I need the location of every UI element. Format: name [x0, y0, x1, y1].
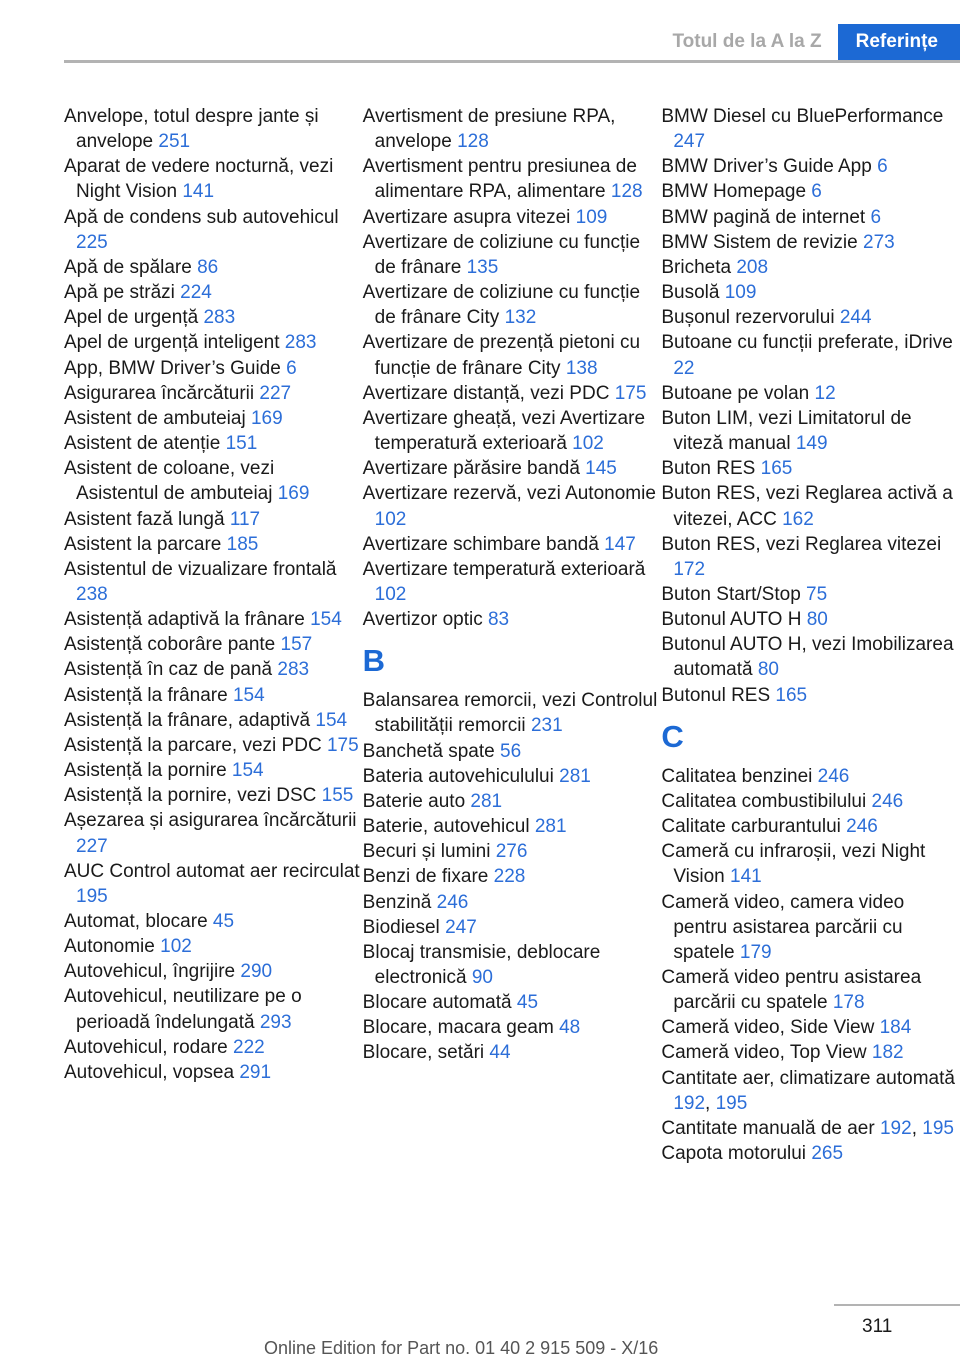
page-reference-link[interactable]: 225 [76, 231, 108, 253]
index-entry-term: Apel de urgență inteligent [64, 332, 285, 354]
page-reference-link[interactable]: 247 [673, 131, 706, 153]
index-entry [661, 330, 958, 380]
index-entry-term: Becuri și lumini [362, 841, 496, 863]
page-reference-link[interactable]: 290 [240, 961, 273, 983]
index-entry [64, 431, 361, 456]
page-reference-link[interactable]: 149 [795, 433, 828, 455]
index-entry-term: Cameră video pentru asistarea parcării cu spatele [661, 967, 922, 1014]
index-entry-term: Asistent la parcare [64, 533, 227, 555]
index-entry [661, 406, 958, 456]
index-entry-term: Avertizare de coliziune cu funcție de frânare City [362, 282, 641, 329]
page-reference-link[interactable]: 86 [197, 256, 219, 278]
index-entry [64, 808, 361, 858]
index-entry [64, 683, 361, 708]
page-reference-link[interactable]: 154 [315, 709, 348, 731]
index-entry [64, 783, 361, 808]
index-entry-term: Calitatea benzinei [661, 765, 818, 787]
index-entry-term: Bricheta [661, 256, 737, 278]
page-reference-link[interactable]: 109 [575, 206, 608, 228]
page-reference-link[interactable]: 80 [757, 659, 779, 681]
page-reference-link[interactable]: 135 [466, 256, 499, 278]
index-entry [363, 814, 660, 839]
index-entry [363, 864, 660, 889]
index-entry-term: Apă pe străzi [64, 282, 181, 304]
page-reference-link[interactable]: 151 [225, 433, 258, 455]
index-entry-term: Banchetă spate [362, 740, 500, 762]
index-entry [363, 280, 660, 330]
index-entry [363, 557, 660, 607]
index-entry [64, 984, 361, 1034]
index-entry [64, 607, 361, 632]
index-entry-term: Autovehicul, rodare [64, 1036, 233, 1058]
edition-note: Online Edition for Part no. 01 40 2 915 509 - X/16 [264, 1338, 659, 1358]
index-entry [64, 532, 361, 557]
index-entry [363, 915, 660, 940]
index-entry-term: Buton Start/Stop [661, 583, 807, 605]
page-reference-link[interactable]: 169 [277, 483, 310, 505]
index-entry [661, 532, 958, 582]
page-reference-link[interactable]: 227 [76, 835, 108, 857]
index-entry [661, 104, 958, 154]
page-reference-link[interactable]: 102 [374, 583, 407, 605]
index-entry-term: Apă de spălare [64, 256, 198, 278]
index-entry-term: Autovehicul, vopsea [64, 1061, 240, 1083]
page-reference-link[interactable]: 154 [231, 760, 264, 782]
index-entry [363, 330, 660, 380]
index-entry [64, 255, 361, 280]
page-reference-link[interactable]: 169 [250, 407, 283, 429]
footer-rule [834, 1304, 960, 1306]
page-reference-link[interactable]: 283 [203, 307, 236, 329]
page-reference-link[interactable]: 157 [280, 634, 313, 656]
page-reference-link[interactable]: 283 [284, 332, 317, 354]
page-reference-link[interactable]: 155 [321, 785, 354, 807]
index-entry [363, 406, 660, 456]
index-entry [363, 456, 660, 481]
page-reference-link[interactable]: 178 [832, 992, 865, 1014]
index-entry-term: Așezarea și asigurarea încărcăturii [64, 810, 357, 832]
page-reference-link[interactable]: 138 [565, 357, 598, 379]
page-reference-link[interactable]: 175 [326, 734, 359, 756]
page-reference-link[interactable]: 195 [76, 885, 108, 907]
index-entry-term: Benzi de fixare [362, 866, 494, 888]
index-entry-term: Asistent de coloane, vezi Asistentul de ambuteiaj [64, 458, 278, 505]
index-entry [64, 632, 361, 657]
index-entry [363, 839, 660, 864]
page-reference-link[interactable]: 154 [310, 609, 342, 631]
index-entry-term: Baterie auto [362, 790, 471, 812]
active-section-tab: Referințe [838, 24, 960, 60]
page-reference-link[interactable]: 102 [572, 433, 604, 455]
index-entry [661, 632, 958, 682]
index-entry [363, 205, 660, 230]
index-column-2 [363, 104, 662, 1166]
index-entry-term: AUC Control automat aer recirculat [64, 860, 360, 882]
index-entry [661, 179, 958, 204]
page-reference-link[interactable]: 281 [470, 790, 503, 812]
index-entry-term: Avertisment pentru presiunea de alimentare RPA, alimentare [362, 156, 637, 203]
index-entry [64, 507, 361, 532]
index-entry-term: Butonul AUTO H [661, 609, 807, 631]
index-entry-term: Butonul RES [661, 684, 776, 706]
index-entry [363, 688, 660, 738]
index-entry-term: Bușonul rezervorului [661, 307, 840, 329]
index-entry-term: Blocare automată [362, 992, 517, 1014]
index-entry [661, 255, 958, 280]
index-entry-term: Cameră video, camera video pentru asistarea parcării cu spatele [661, 891, 905, 963]
index-entry-term: Asistent fază lungă [64, 508, 230, 530]
page-reference-link[interactable]: 48 [559, 1017, 581, 1039]
index-entry [363, 940, 660, 990]
index-entry-term: Automat, blocare [64, 911, 213, 932]
page-reference-link[interactable]: 195 [715, 1092, 748, 1114]
page-reference-link[interactable]: 165 [760, 458, 793, 480]
index-entry [64, 305, 361, 330]
index-entry [64, 205, 361, 255]
index-entry-term: Buton RES, vezi Reglarea activă a vitezei, ACC [661, 483, 953, 530]
index-entry-term: Asistență la frânare [64, 684, 233, 706]
page-reference-link[interactable]: 231 [530, 715, 563, 737]
index-entry-term: Anvelope, totul despre jante și anvelope [64, 106, 319, 153]
index-entry-term: Capota motorului [661, 1143, 812, 1165]
page-reference-link[interactable]: 281 [559, 765, 591, 787]
index-entry-term: Autovehicul, neutilizare pe o perioadă îndelungată [64, 986, 302, 1033]
index-entry-term: Butonul AUTO H, vezi Imobilizarea automată [661, 634, 954, 681]
page-reference-link[interactable]: 251 [158, 131, 191, 153]
index-entry [363, 890, 660, 915]
page-reference-link[interactable]: 147 [604, 533, 636, 555]
index-entry [64, 456, 361, 506]
index-entry-term: Asistență la pornire [64, 760, 232, 782]
index-entry [64, 758, 361, 783]
index-entry [64, 859, 361, 909]
index-entry-term: Avertizare părăsire bandă [362, 458, 586, 480]
index-entry-term: Asistență în caz de pană [64, 659, 278, 681]
index-entry [64, 733, 361, 758]
page-reference-link[interactable]: 6 [811, 181, 822, 203]
index-entry-term: Asistent de ambuteiaj [64, 407, 251, 429]
index-entry [661, 154, 958, 179]
index-entry [661, 481, 958, 531]
index-entry [64, 330, 361, 355]
index-entry [64, 934, 361, 959]
index-entry [661, 683, 958, 708]
page-reference-link[interactable]: 224 [180, 282, 212, 304]
index-entry [64, 280, 361, 305]
index-entry [661, 205, 958, 230]
index-entry-term: Autonomie [64, 936, 161, 958]
index-entry [64, 657, 361, 682]
index-entry [661, 582, 958, 607]
index-letter-heading: B [362, 643, 386, 679]
index-entry-term: Asistență adaptivă la frânare [64, 609, 311, 631]
index-entry-term: Avertizare de prezență pietoni cu funcție de frânare City [362, 332, 641, 379]
page-reference-link[interactable]: 246 [817, 765, 850, 787]
index-entry-term: Bateria autovehiculului [362, 765, 560, 787]
page-reference-link[interactable]: 75 [806, 583, 828, 605]
index-entry-term: Avertizare schimbare bandă [362, 533, 605, 555]
page-reference-link[interactable]: 182 [871, 1042, 904, 1064]
index-entry-term: Aparat de vedere nocturnă, vezi Night Vision [64, 156, 334, 203]
page-reference-link[interactable]: 276 [495, 841, 528, 863]
index-entry [661, 814, 958, 839]
page-reference-link[interactable]: 281 [534, 816, 567, 838]
index-entry-term: Cameră cu infraroșii, vezi Night Vision [661, 841, 926, 888]
index-entry-term: Avertizare gheață, vezi Avertizare temperatură exterioară [362, 407, 646, 455]
index-entry-term: Asigurarea încărcăturii [64, 382, 260, 404]
index-entry-term: Avertizare rezervă, vezi Autonomie [362, 483, 656, 505]
index-entry-term: Blocare, setări [362, 1042, 490, 1064]
page-reference-link[interactable]: 246 [436, 891, 469, 913]
index-entry [64, 708, 361, 733]
index-entry-term: Butoane cu funcții preferate, iDrive [661, 332, 953, 354]
header-rule [64, 60, 960, 63]
page-reference-link[interactable]: 44 [489, 1042, 511, 1064]
index-entry-term: Balansarea remorcii, vezi Controlul stabilității remorcii [362, 690, 658, 737]
index-entry [661, 890, 958, 965]
index-entry-term: Cameră video, Top View [661, 1042, 872, 1064]
index-entry [64, 154, 361, 204]
index-entry-term: Asistent de atenție [64, 433, 226, 455]
page-reference-link[interactable]: 246 [846, 816, 878, 838]
index-entry [661, 1015, 958, 1040]
page-reference-link[interactable]: 6 [286, 357, 297, 379]
index-entry [363, 230, 660, 280]
index-entry [64, 104, 361, 154]
header-tabs [656, 24, 960, 60]
page-reference-link[interactable]: 141 [182, 181, 215, 203]
index-entry-term: Apel de urgență [64, 307, 204, 329]
index-entry-term: Avertizare temperatură exterioară [362, 558, 646, 580]
page-reference-link[interactable]: 45 [516, 992, 539, 1014]
page-reference-link[interactable]: 247 [445, 916, 477, 938]
index-entry [64, 1060, 361, 1085]
page-reference-link[interactable]: 12 [814, 382, 836, 404]
index-entry-term: BMW Sistem de revizie [661, 231, 863, 253]
index-entry [363, 381, 660, 406]
index-entry-term: Avertizare asupra vitezei [362, 206, 576, 228]
page-reference-link[interactable]: 283 [277, 659, 310, 681]
index-entry-term: Calitatea combustibilului [661, 790, 872, 812]
page-reference-link[interactable]: 145 [585, 458, 617, 480]
index-entry [661, 1040, 958, 1065]
page-reference-link[interactable]: 246 [871, 790, 904, 812]
page-reference-link[interactable]: 109 [724, 282, 757, 304]
index-entry [64, 406, 361, 431]
page-reference-link[interactable]: 195 [922, 1117, 954, 1139]
index-entry-term: Asistență coborâre pante [64, 634, 281, 656]
index-column-3 [661, 104, 960, 1166]
index-entry [363, 154, 660, 204]
index-entry-term: Asistență la parcare, vezi PDC [64, 734, 327, 756]
index-entry [363, 1015, 660, 1040]
index-entry [661, 965, 958, 1015]
page-reference-link[interactable]: 227 [259, 382, 292, 404]
index-entry [661, 230, 958, 255]
index-entry [363, 990, 660, 1015]
index-entry-term: Biodiesel [362, 916, 446, 938]
page-reference-link[interactable]: 117 [229, 508, 261, 530]
index-entry [363, 607, 660, 632]
index-entry-term: Buton RES, vezi Reglarea vitezei [661, 533, 942, 555]
index-entry [363, 481, 660, 531]
section-tab: Totul de la A la Z [672, 31, 822, 52]
index-entry-term: Butoane pe volan [661, 382, 815, 404]
index-entry [64, 909, 361, 934]
page-reference-link[interactable]: 238 [76, 583, 108, 605]
index-entry [661, 305, 958, 330]
page-reference-link[interactable]: 273 [863, 231, 895, 253]
index-entry-term: Baterie, autovehicul [362, 816, 535, 838]
index-entry [64, 381, 361, 406]
index-entry [661, 607, 958, 632]
index-entry [363, 764, 660, 789]
index-entry [661, 1141, 958, 1166]
page-reference-link[interactable]: 265 [811, 1143, 844, 1165]
page-reference-link[interactable]: 172 [673, 558, 706, 580]
index-entry-term: Asistență la pornire, vezi DSC [64, 785, 322, 807]
page-reference-link[interactable]: 6 [877, 156, 888, 178]
index-entry-term: Apă de condens sub autovehicul [64, 206, 339, 228]
index-entry-term: Cantitate manuală de aer [661, 1117, 880, 1139]
index-entry-term: BMW Driver’s Guide App [661, 156, 878, 178]
page-reference-link[interactable]: 228 [493, 866, 526, 888]
page-reference-link[interactable]: 175 [614, 382, 647, 404]
index-entry-term: Autovehicul, îngrijire [64, 961, 241, 983]
page-reference-link[interactable]: 6 [870, 206, 882, 228]
page-reference-link[interactable]: 154 [232, 684, 265, 706]
index-entry [363, 739, 660, 764]
index-entry [64, 356, 361, 381]
index-column-1 [64, 104, 363, 1166]
index-entry-term: Blocare, macara geam [362, 1017, 560, 1039]
index-entry: Cantitate aer, climatizare automată 192, 195 [661, 1067, 955, 1114]
index-entry-term: Avertisment de presiune RPA, anvelope [362, 106, 616, 153]
index-entry [64, 1035, 361, 1060]
index-entry [661, 280, 958, 305]
index-entry [363, 789, 660, 814]
index-entry [661, 381, 958, 406]
index-entry [661, 456, 958, 481]
page-reference-link[interactable]: 184 [879, 1017, 912, 1039]
page-reference-link[interactable]: 179 [739, 941, 772, 963]
page-reference-link[interactable]: 128 [610, 181, 643, 203]
page-reference-link[interactable]: 291 [239, 1061, 272, 1083]
index-entry-term: BMW Homepage [661, 181, 812, 203]
index-columns [64, 104, 960, 1166]
page-reference-link[interactable]: 56 [500, 740, 522, 762]
index-entry-term: Avertizare distanță, vezi PDC [362, 382, 615, 404]
page-reference-link[interactable]: 102 [160, 936, 192, 958]
index-entry [661, 789, 958, 814]
index-entry-term: Avertizor optic [362, 609, 488, 631]
page-reference-link[interactable]: 132 [504, 307, 537, 329]
index-entry-term: App, BMW Driver’s Guide [64, 357, 287, 379]
page-reference-link[interactable]: 208 [736, 256, 769, 278]
page-reference-link[interactable]: 192 [879, 1117, 912, 1139]
page-reference-link[interactable]: 128 [457, 131, 489, 153]
index-entry-term: Buton RES [661, 458, 761, 480]
index-entry [64, 557, 361, 607]
page-reference-link[interactable]: 293 [259, 1011, 292, 1033]
index-entry-term: Buton LIM, vezi Limitatorul de viteză manual [661, 407, 912, 455]
page-reference-link[interactable]: 192 [673, 1092, 706, 1114]
index-entry [64, 959, 361, 984]
page-reference-link[interactable]: 90 [471, 967, 493, 988]
index-entry [363, 532, 660, 557]
index-entry-term: BMW Diesel cu BluePerformance [661, 106, 944, 127]
page-reference-link[interactable]: 244 [839, 307, 872, 329]
page-reference-link[interactable]: 165 [775, 684, 808, 706]
page-reference-link[interactable]: 222 [233, 1036, 265, 1058]
page-reference-link[interactable]: 102 [374, 508, 407, 530]
index-entry-term: BMW pagină de internet [661, 206, 871, 228]
index-entry-term: Cameră video, Side View [661, 1017, 880, 1039]
page-number: 311 [862, 1316, 893, 1337]
index-entry-term: Busolă [661, 282, 725, 304]
index-letter-heading: C [661, 718, 684, 754]
index-entry [661, 839, 958, 889]
index-entry-term: Blocaj transmisie, deblocare electronică [362, 941, 601, 988]
index-entry-term: Benzină [362, 891, 437, 913]
index-entry [661, 764, 958, 789]
index-entry-term: Calitate carburantului [661, 816, 847, 838]
page-reference-link[interactable]: 185 [226, 533, 259, 555]
index-entry: Cantitate manuală de aer 192, 195 [661, 1117, 954, 1139]
page-reference-link[interactable]: 141 [730, 866, 762, 888]
page-reference-link[interactable]: 83 [487, 609, 510, 631]
page-reference-link[interactable]: 22 [673, 357, 695, 379]
index-entry [363, 1040, 660, 1065]
index-entry [363, 104, 660, 154]
page-reference-link[interactable]: 45 [212, 911, 235, 932]
index-entry-term: Asistență la frânare, adaptivă [64, 709, 316, 731]
index-entry-term: Asistentul de vizualizare frontală [64, 558, 337, 580]
page-reference-link[interactable]: 80 [806, 609, 828, 631]
index-entry-term: Avertizare de coliziune cu funcție de frânare [362, 231, 641, 278]
page-reference-link[interactable]: 162 [782, 508, 814, 530]
index-entry-term: Cantitate aer, climatizare automată [661, 1067, 955, 1089]
